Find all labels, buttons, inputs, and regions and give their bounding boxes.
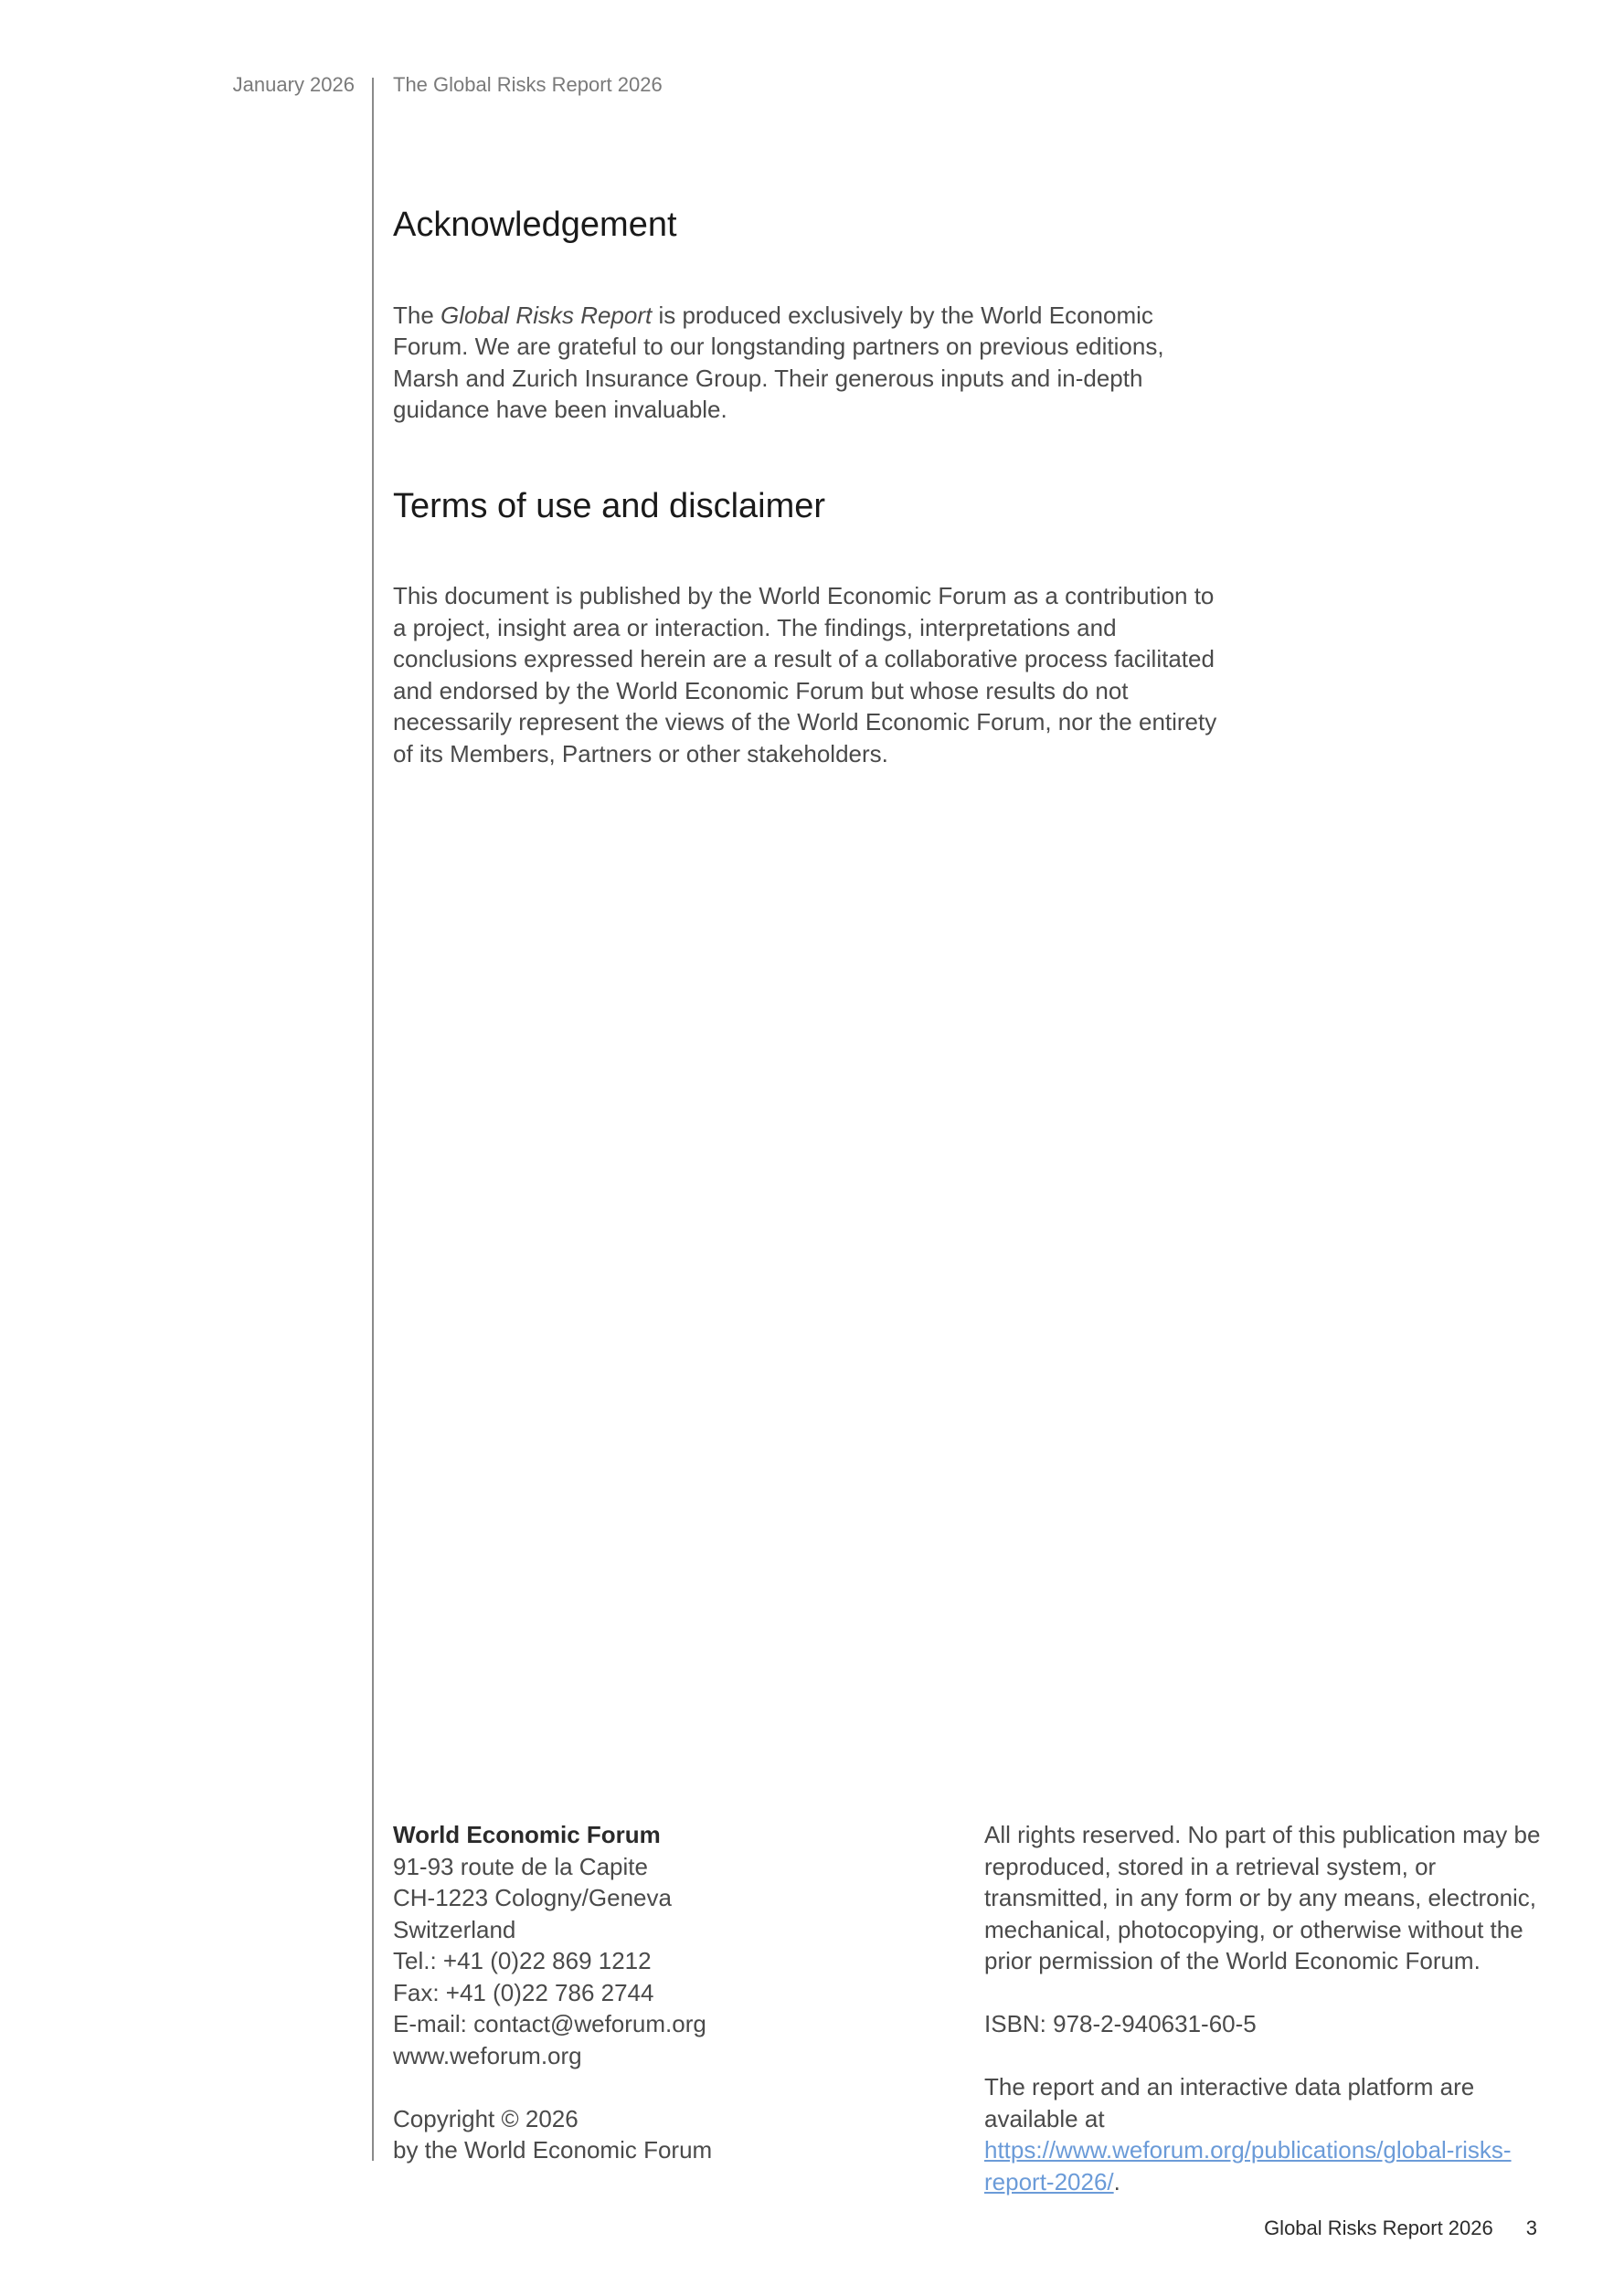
- contact-block: [393, 1819, 905, 2166]
- platform-text: The report and an interactive data platform are available at: [984, 2073, 1475, 2132]
- footer-report-name: Global Risks Report 2026: [1264, 2217, 1493, 2239]
- ack-text-prefix: The: [393, 301, 441, 329]
- isbn: ISBN: 978-2-940631-60-5: [984, 2010, 1257, 2037]
- header-date: January 2026: [232, 73, 355, 96]
- address-line-1: 91-93 route de la Capite: [393, 1852, 648, 1880]
- main-content: [393, 205, 1234, 769]
- address-line-2: CH-1223 Cologny/Geneva: [393, 1884, 672, 1911]
- contact-website: www.weforum.org: [393, 2041, 582, 2069]
- terms-heading: Terms of use and disclaimer: [393, 486, 826, 525]
- rights-statement: All rights reserved. No part of this publication may be reproduced, stored in a retrieval system, or transmitted, in any form or by any means, electronic, mechanical, photocopying, or otherwise without the prior permission of the World Economic Forum.: [984, 1821, 1541, 1974]
- address-country: Switzerland: [393, 1915, 516, 1943]
- copyright-line-2: by the World Economic Forum: [393, 2136, 713, 2164]
- acknowledgement-heading: Acknowledgement: [393, 206, 677, 244]
- copyright-line-1: Copyright © 2026: [393, 2104, 578, 2132]
- contact-tel: Tel.: +41 (0)22 869 1212: [393, 1947, 652, 1974]
- ack-text-italic-title: Global Risks Report: [440, 301, 653, 329]
- spacer: [984, 1977, 1551, 2009]
- platform-availability: [984, 2071, 1551, 2197]
- header-report-title: The Global Risks Report 2026: [393, 73, 663, 96]
- report-link[interactable]: https://www.weforum.org/publications/global-risks-report-2026/: [984, 2136, 1512, 2195]
- contact-fax: Fax: +41 (0)22 786 2744: [393, 1978, 654, 2006]
- ack-text-rest: is produced exclusively by the World Economic Forum. We are grateful to our longstanding partners on previous editions, Marsh and Zurich Insurance Group. Their generous inputs and in-depth guidance have been invaluable.: [393, 301, 1164, 424]
- spacer: [393, 2071, 905, 2103]
- rights-block: [984, 1819, 1551, 2197]
- org-name: World Economic Forum: [393, 1821, 661, 1848]
- page-footer: [1264, 2217, 1537, 2240]
- terms-paragraph: This document is published by the World Economic Forum as a contribution to a project, insight area or interaction. The findings, interpretations and conclusions expressed herein are a result of a collaborative process facilitated and endorsed by the World Economic Forum but whose results do not necessarily represent the views of the World Economic Forum, nor the entirety of its Members, Partners or other stakeholders.: [393, 582, 1217, 767]
- page-number: 3: [1525, 2217, 1537, 2239]
- contact-email: E-mail: contact@weforum.org: [393, 2010, 706, 2037]
- platform-end: .: [1113, 2167, 1120, 2195]
- spacer: [984, 2040, 1551, 2072]
- vertical-divider-line: [372, 78, 374, 2161]
- acknowledgement-paragraph: [393, 300, 1234, 426]
